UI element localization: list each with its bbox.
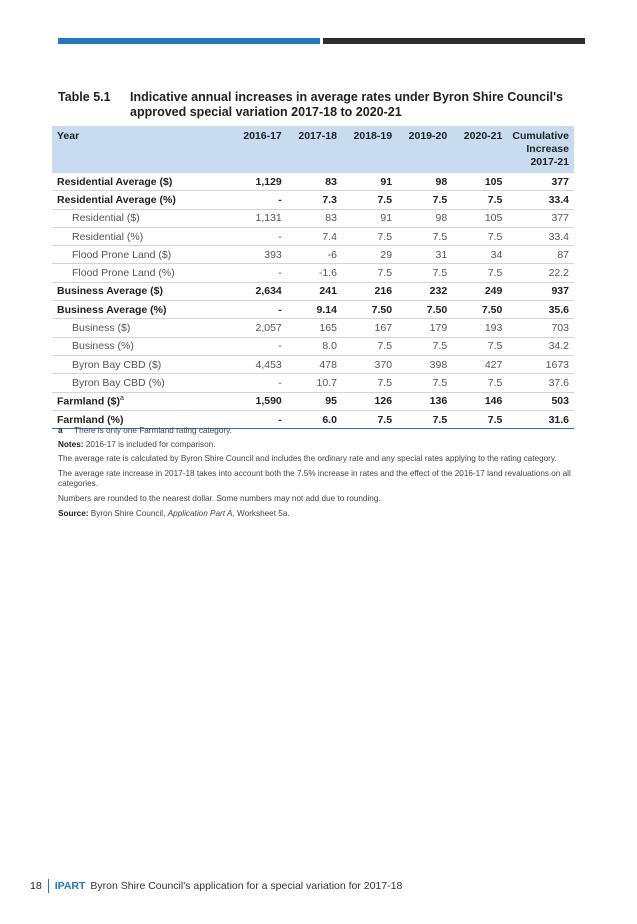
row-label-text: Residential Average ($)	[57, 175, 173, 188]
table-cell: 7.5	[397, 374, 452, 392]
row-label	[52, 392, 228, 410]
table-cell: 232	[397, 282, 452, 300]
table-cell: 249	[452, 282, 507, 300]
table-cell: 370	[342, 355, 397, 373]
table-cell: -6	[287, 246, 342, 264]
table-cell: 398	[397, 355, 452, 373]
table-cell: 98	[397, 209, 452, 227]
table-cell: -1.6	[287, 264, 342, 282]
table-row	[52, 355, 574, 373]
table-row	[52, 374, 574, 392]
row-label	[52, 301, 228, 319]
table-cell: 7.5	[342, 227, 397, 245]
footer-title: Byron Shire Council's application for a special variation for 2017-18	[90, 880, 403, 892]
table-cell: 1,131	[228, 209, 287, 227]
table-cell: 31	[397, 246, 452, 264]
table-cell: -	[228, 301, 287, 319]
table-cell: 1673	[507, 355, 574, 373]
row-label	[52, 337, 228, 355]
table-cell: 22.2	[507, 264, 574, 282]
table-cell: 7.5	[397, 410, 452, 428]
table-row	[52, 337, 574, 355]
rates-table	[52, 126, 574, 429]
table-cell: 1,590	[228, 392, 287, 410]
table-cell: 503	[507, 392, 574, 410]
header-2016-17: 2016-17	[228, 126, 287, 173]
note-2: The average rate is calculated by Byron Shire Council and includes the ordinary rate and any special rates applying to the rating category.	[58, 454, 557, 464]
table-cell: 37.6	[507, 374, 574, 392]
table-cell: 95	[287, 392, 342, 410]
footer-brand: IPART	[54, 880, 86, 892]
row-label-text: Flood Prone Land (%)	[72, 267, 175, 280]
source-tail: Worksheet 5a.	[237, 508, 290, 518]
source-text: Byron Shire Council,	[90, 508, 166, 518]
table-cell: 4,453	[228, 355, 287, 373]
table-cell: 2,634	[228, 282, 287, 300]
row-label	[52, 227, 228, 245]
table-cell: -	[228, 374, 287, 392]
page-footer	[30, 879, 402, 893]
table-cell: 105	[452, 173, 507, 191]
table-notes	[58, 426, 574, 523]
header-2018-19: 2018-19	[342, 126, 397, 173]
table-cell: 7.5	[342, 191, 397, 209]
row-label-text: Residential (%)	[72, 230, 144, 243]
table-cell: 7.5	[342, 374, 397, 392]
table-cell: 10.7	[287, 374, 342, 392]
table-cell: 7.5	[452, 264, 507, 282]
table-cell: 7.5	[452, 374, 507, 392]
table-cell: 7.5	[452, 227, 507, 245]
table-cell: 193	[452, 319, 507, 337]
table-cell: 83	[287, 209, 342, 227]
table-row	[52, 191, 574, 209]
table-cell: 427	[452, 355, 507, 373]
table-cell: 126	[342, 392, 397, 410]
table-cell: -	[228, 191, 287, 209]
top-accent-bar-blue	[58, 38, 320, 44]
table-cell: 105	[452, 209, 507, 227]
table-cell: 7.5	[452, 410, 507, 428]
table-cell: -	[228, 410, 287, 428]
table-row	[52, 264, 574, 282]
table-header-row	[52, 126, 574, 173]
table-cell: 7.5	[342, 337, 397, 355]
table-cell: 7.5	[452, 191, 507, 209]
row-label-text: Byron Bay CBD (%)	[72, 376, 165, 389]
table-row	[52, 209, 574, 227]
table-cell: 98	[397, 173, 452, 191]
footer-separator	[48, 879, 49, 893]
table-cell: 6.0	[287, 410, 342, 428]
row-label-text: Residential Average (%)	[57, 193, 176, 206]
table-cell: 87	[507, 246, 574, 264]
table-cell: 7.3	[287, 191, 342, 209]
table-cell: 7.4	[287, 227, 342, 245]
table-cell: 146	[452, 392, 507, 410]
source-label: Source:	[58, 508, 89, 518]
note-1: 2016-17 is included for comparison.	[85, 439, 216, 449]
row-label	[52, 209, 228, 227]
table-row	[52, 246, 574, 264]
table-cell: 7.5	[397, 337, 452, 355]
row-label	[52, 282, 228, 300]
table-cell: 7.5	[397, 264, 452, 282]
footnote-a	[58, 426, 574, 437]
row-label-text: Business (%)	[72, 340, 134, 353]
table-row	[52, 392, 574, 410]
table-cell: 34	[452, 246, 507, 264]
table-cell: 31.6	[507, 410, 574, 428]
table-cell: 35.6	[507, 301, 574, 319]
page-number: 18	[30, 880, 42, 892]
table-cell: 7.5	[452, 337, 507, 355]
table-cell: 33.4	[507, 191, 574, 209]
footnote-a-text: There is only one Farmland rating category.	[74, 426, 232, 435]
source-line	[58, 509, 574, 520]
header-2020-21: 2020-21	[452, 126, 507, 173]
row-label	[52, 374, 228, 392]
table-cell: 9.14	[287, 301, 342, 319]
row-label-text: Business ($)	[72, 322, 131, 335]
table-cell: 7.5	[397, 227, 452, 245]
row-label-text: Business Average (%)	[57, 303, 167, 316]
table-row	[52, 319, 574, 337]
table-cell: 7.5	[342, 410, 397, 428]
table-cell: 91	[342, 209, 397, 227]
table-body	[52, 173, 574, 429]
table-cell: 393	[228, 246, 287, 264]
table-cell: 377	[507, 209, 574, 227]
header-2019-20: 2019-20	[397, 126, 452, 173]
table-cell: 167	[342, 319, 397, 337]
table-cell: 33.4	[507, 227, 574, 245]
header-cumulative: Cumulative Increase 2017-21	[507, 126, 574, 173]
row-label	[52, 191, 228, 209]
table-row	[52, 173, 574, 191]
table-cell: 7.5	[342, 264, 397, 282]
row-label	[52, 246, 228, 264]
table-cell: 1,129	[228, 173, 287, 191]
table-cell: 937	[507, 282, 574, 300]
row-label	[52, 264, 228, 282]
row-label	[52, 355, 228, 373]
table-cell: -	[228, 227, 287, 245]
header-year: Year	[52, 126, 228, 173]
note-3: The average rate increase in 2017-18 takes into account both the 7.5% increase in rates and the effect of the 2016-17 land revaluations on all categories.	[58, 468, 571, 489]
table-cell: 136	[397, 392, 452, 410]
footnote-marker: a	[120, 394, 124, 402]
footnote-a-marker: a	[58, 426, 63, 435]
table-cell: 34.2	[507, 337, 574, 355]
table-cell: 7.50	[452, 301, 507, 319]
row-label-text: Farmland ($)	[57, 395, 121, 408]
row-label-text: Farmland (%)	[57, 413, 124, 426]
table-row	[52, 227, 574, 245]
row-label	[52, 319, 228, 337]
top-accent-bar-dark	[323, 38, 585, 44]
row-label-text: Business Average ($)	[57, 285, 164, 298]
header-2017-18: 2017-18	[287, 126, 342, 173]
table-cell: 216	[342, 282, 397, 300]
notes-label: Notes:	[58, 439, 84, 449]
table-cell: -	[228, 337, 287, 355]
row-label-text: Flood Prone Land ($)	[72, 248, 172, 261]
table-cell: 83	[287, 173, 342, 191]
table-title: Indicative annual increases in average rates under Byron Shire Council's approved special variation 2017-18 to 2020-21	[130, 90, 563, 119]
table-cell: 2,057	[228, 319, 287, 337]
table-cell: 7.50	[397, 301, 452, 319]
table-cell: 703	[507, 319, 574, 337]
table-cell: 179	[397, 319, 452, 337]
table-cell: 241	[287, 282, 342, 300]
table-cell: 7.5	[397, 191, 452, 209]
note-4: Numbers are rounded to the nearest dollar. Some numbers may not add due to rounding.	[58, 493, 381, 503]
table-cell: 8.0	[287, 337, 342, 355]
table-cell: 7.50	[342, 301, 397, 319]
table-row	[52, 301, 574, 319]
table-row	[52, 282, 574, 300]
row-label-text: Residential ($)	[72, 212, 140, 225]
table-cell: 29	[342, 246, 397, 264]
row-label-text: Byron Bay CBD ($)	[72, 358, 162, 371]
table-number: Table 5.1	[58, 90, 111, 104]
table-cell: 91	[342, 173, 397, 191]
source-italic: Application Part A,	[167, 508, 235, 518]
table-cell: 478	[287, 355, 342, 373]
table-cell: 377	[507, 173, 574, 191]
row-label	[52, 173, 228, 191]
notes-line	[58, 440, 574, 451]
table-cell: -	[228, 264, 287, 282]
table-cell: 165	[287, 319, 342, 337]
